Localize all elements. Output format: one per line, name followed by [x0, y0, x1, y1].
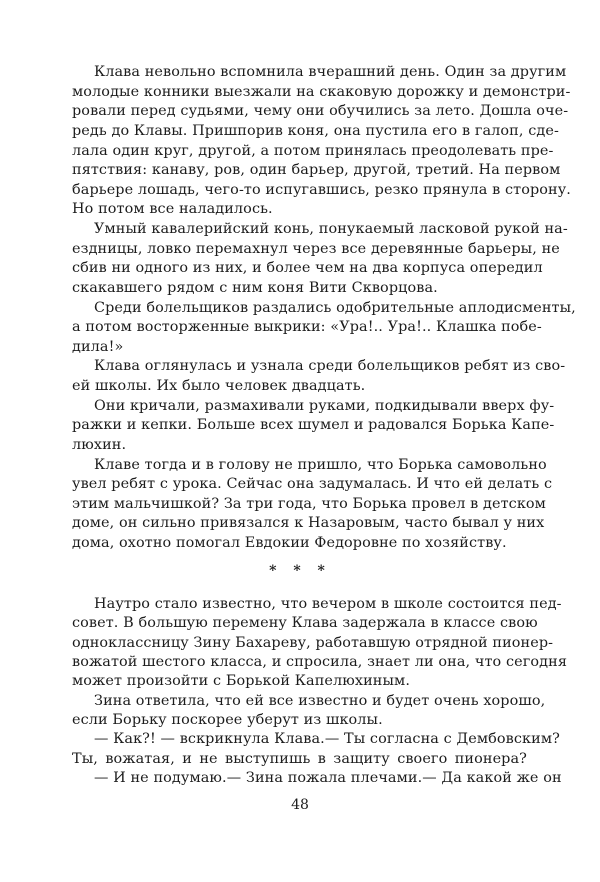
- text-line: Умный кавалерийский конь, понукаемый ласковой рукой на-: [94, 221, 568, 237]
- text-line: если Борьку поскорее уберут из школы.: [72, 712, 383, 728]
- text-line: доме, он сильно привязался к Назаровым, часто бывал у них: [72, 515, 545, 532]
- text-line: — Как?! — вскрикнула Клава.— Ты согласна с Дембовским?: [94, 731, 560, 748]
- text-line: лала один круг, другой, а потом принялась преодолевать пре-: [72, 142, 554, 159]
- text-line: скакавшего рядом с ним коня Вити Скворцова.: [72, 279, 438, 296]
- text-line: сбив ни одного из них, и более чем на два корпуса опередил: [72, 260, 543, 277]
- text-line: ездницы, ловко перемахнул через все деревянные барьеры, не: [72, 240, 560, 257]
- text-line: Ты, вожатая, и не выступишь в защиту своего пионера?: [72, 750, 527, 767]
- text-line: Наутро стало известно, что вечером в школе состоится пед-: [94, 596, 562, 612]
- text-line: Клава невольно вспомнила вчерашний день. Один за другим: [94, 64, 567, 80]
- text-line: Клаве тогда и в голову не пришло, что Борька самовольно: [94, 456, 547, 473]
- text-line: одноклассницу Зину Бахареву, работавшую отрядной пионер-: [72, 634, 554, 651]
- text-line: вожатой шестого класса, и спросила, знает ли она, что сегодня: [72, 654, 567, 670]
- text-line: может произойти с Борькой Капелюхиным.: [72, 673, 410, 690]
- page-number: 48: [291, 797, 309, 813]
- text-line: дома, охотно помогал Евдокии Федоровне по хозяйству.: [72, 535, 507, 551]
- text-line: Но потом все наладилось.: [72, 201, 273, 218]
- text-line: Клава оглянулась и узнала среди болельщиков ребят из сво-: [94, 358, 566, 375]
- text-line: пятствия: канаву, ров, один барьер, другой, третий. На первом: [72, 162, 561, 179]
- text-line: а потом восторженные выкрики: «Ура!.. Ура!.. Клашка побе-: [72, 319, 542, 336]
- text-line: ражки и кепки. Больше всех шумел и радовался Борька Капе-: [72, 417, 555, 434]
- text-line: ровали перед судьями, чему они обучились за лето. Дошла оче-: [72, 103, 569, 120]
- text-line: увел ребят с урока. Сейчас она задумалась. И что ей делать с: [72, 476, 553, 493]
- text-line: совет. В большую перемену Клава задержала в классе свою: [72, 615, 538, 632]
- text-line: Среди болельщиков раздались одобрительные аплодисменты,: [94, 299, 576, 316]
- text-line: Зина ответила, что ей все известно и будет очень хорошо,: [94, 692, 546, 709]
- text-line: — И не подумаю.— Зина пожала плечами.— Да какой же он: [94, 770, 562, 786]
- text-line: редь до Клавы. Пришпорив коня, она пустила его в галоп, сде-: [72, 122, 559, 139]
- text-line: Они кричали, размахивали руками, подкидывали вверх фу-: [94, 397, 555, 414]
- text-line: люхин.: [72, 436, 127, 453]
- text-line: этим мальчишкой? За три года, что Борька провел в детском: [72, 495, 546, 512]
- text-line: барьере лошадь, чего-то испугавшись, резко прянула в сторону.: [72, 181, 571, 198]
- text-line: дила!»: [72, 338, 124, 355]
- section-separator: * * *: [269, 563, 331, 579]
- text-line: ей школы. Их было человек двадцать.: [72, 378, 366, 394]
- text-line: молодые конники выезжали на скаковую дорожку и демонстри-: [72, 83, 571, 100]
